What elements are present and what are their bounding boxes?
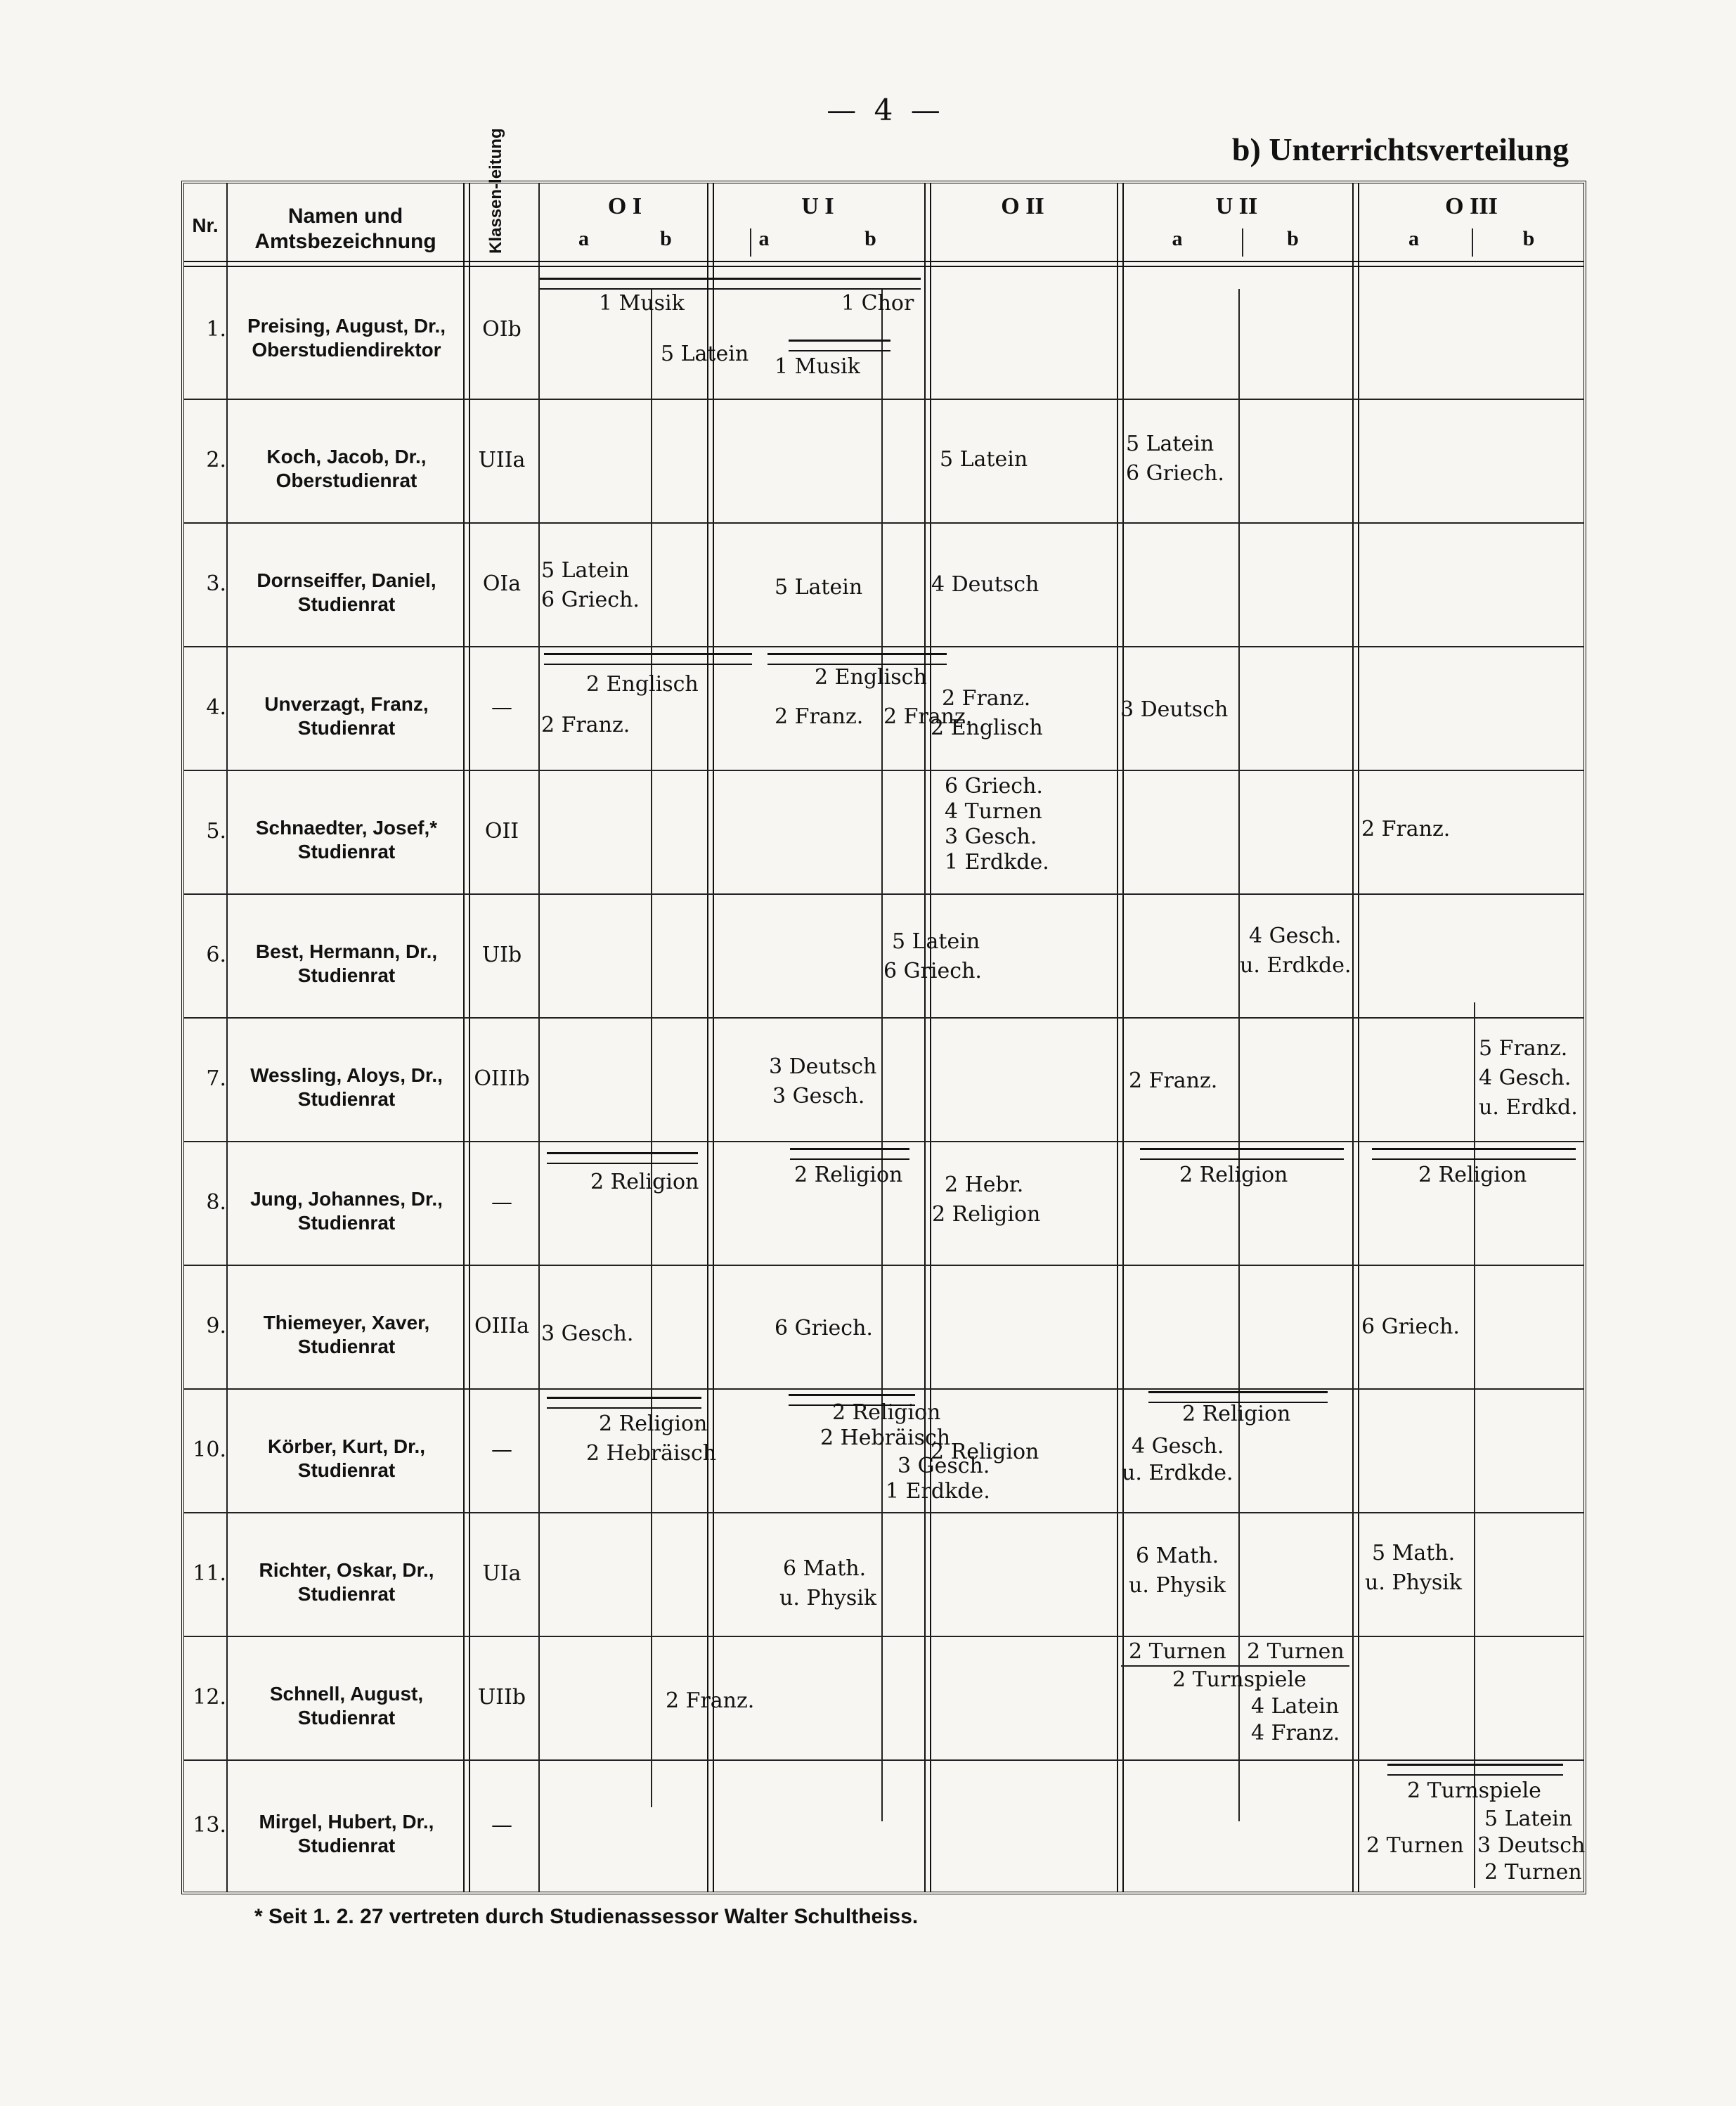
entry: 3 Deutsch [1120,697,1229,722]
teacher-line: Jung, Johannes, Dr., [250,1188,443,1210]
row-nr: 1. [206,317,226,342]
row-rule [184,893,1583,895]
teacher-name [228,1810,465,1858]
row-rule [184,1141,1583,1142]
class-lead: — [491,1813,512,1837]
entry: 6 Griech. [775,1316,873,1341]
sub-rule-oiii [1474,1002,1475,1888]
teacher-title: Studienrat [297,1212,396,1234]
teacher-line: Körber, Kurt, Dr., [267,1435,426,1457]
teacher-line: Schnell, August, [269,1683,424,1705]
entry: 2 Religion [1418,1163,1527,1187]
teacher-name [228,1311,465,1359]
header-oiii-a: a [1408,227,1419,250]
header-rule [184,261,1583,267]
entry: 3 Deutsch [1477,1833,1586,1858]
header-ui-b: b [864,227,876,250]
entry: 2 Religion [1179,1163,1288,1187]
row-rule [184,1265,1583,1266]
entry: u. Physik [779,1586,877,1610]
entry: 5 Franz. [1479,1036,1568,1061]
header-klassenleitung: Klassen-leitung [486,128,505,254]
row-rule [184,1017,1583,1019]
class-lead: OIb [482,317,522,342]
entry: 5 Math. [1372,1541,1456,1565]
entry: 2 Franz. [1129,1068,1218,1093]
entry: 2 Franz. [1361,817,1451,841]
row-rule [184,1636,1583,1637]
entry: 3 Deutsch [769,1054,877,1079]
teacher-line: Schnaedter, Josef,* [255,817,438,839]
class-lead: UIb [481,943,522,967]
teacher-line: Koch, Jacob, Dr., [266,446,427,467]
class-lead: OIIIa [474,1314,530,1338]
teacher-title: Studienrat [297,964,396,986]
entry: u. Physik [1365,1570,1463,1595]
sub-rule-oi [651,289,652,1807]
entry: 2 Turnen [1366,1833,1464,1858]
class-lead: OIa [482,571,522,596]
header-ui: U I [801,193,834,219]
teacher-line: Richter, Oskar, Dr., [259,1559,434,1581]
entry: 1 Erdkde. [945,850,1049,874]
teacher-name [228,1558,465,1606]
teacher-line: Dornseiffer, Daniel, [257,569,436,591]
entry: 6 Griech. [883,959,982,983]
teacher-name [228,314,465,362]
entry: 6 Griech. [541,588,640,612]
entry: 2 Turnen [1247,1639,1345,1664]
row-nr: 4. [206,695,226,720]
entry: 6 Griech. [1361,1314,1460,1339]
footnote-text: * Seit 1. 2. 27 vertreten durch Studienassessor [254,1905,719,1928]
header-uii-b: b [1287,227,1299,250]
teacher-title: Studienrat [297,717,396,739]
row-nr: 6. [206,943,226,967]
header-sub-rule [1242,228,1243,257]
entry: 5 Latein [940,447,1028,472]
header-ui-a: a [758,227,770,250]
teacher-name [228,569,465,616]
header-nr: Nr. [192,214,219,236]
sub-rule-uii [1238,289,1240,1821]
entry: 5 Latein [661,342,749,366]
entry: 1 Chor [841,291,914,316]
row-nr: 2. [206,448,226,472]
teacher-line: Preising, August, Dr., [247,315,446,337]
teacher-name [228,1682,465,1730]
header-oii: O II [1001,193,1044,219]
teacher-title: Studienrat [297,1088,396,1110]
entry: 5 Latein [541,558,630,583]
entry: 5 Latein [1484,1807,1573,1831]
class-lead: UIa [482,1561,522,1586]
span-brace [544,653,752,665]
entry: 2 Turnen [1129,1639,1226,1664]
teacher-line: Best, Hermann, Dr., [255,941,438,962]
teacher-title: Studienrat [297,1336,396,1357]
entry: u. Physik [1129,1573,1226,1598]
header-sub-rule [750,228,751,257]
entry: 6 Griech. [1126,461,1224,486]
teacher-title: Studienrat [297,1459,396,1481]
entry: 5 Latein [775,575,863,600]
page-number: — 4 — [827,93,945,127]
entry: u. Erdkde. [1240,953,1352,978]
span-brace [540,278,921,290]
teacher-name [228,1187,465,1235]
teacher-title: Studienrat [297,1835,396,1856]
entry: 3 Gesch. [898,1454,990,1478]
entry: 2 Franz. [666,1688,755,1713]
entry: 4 Turnen [945,799,1042,824]
span-brace [1387,1764,1563,1776]
teacher-name [228,1064,465,1111]
teacher-name [228,445,465,493]
entry: 1 Musik [775,354,860,379]
entry: 4 Gesch. [1132,1434,1224,1459]
row-nr: 12. [193,1685,226,1710]
entry: 4 Gesch. [1479,1066,1572,1090]
header-oiii: O III [1445,193,1498,219]
entry: 2 Englisch [931,716,1043,740]
entry: 6 Math. [783,1556,867,1581]
entry: 2 Religion [599,1411,708,1436]
span-brace [789,340,890,351]
entry: 2 Turnen [1484,1860,1582,1885]
entry: 5 Latein [1126,432,1214,456]
span-brace [547,1152,698,1164]
class-lead: — [491,1190,512,1215]
class-lead: UIIb [477,1685,526,1710]
entry: 2 Franz. [883,704,973,729]
entry: 2 Hebr. [945,1172,1024,1197]
entry: 2 Hebräisch [820,1426,951,1450]
class-lead: UIIa [478,448,526,472]
row-nr: 13. [193,1813,226,1837]
entry: 2 Religion [590,1170,699,1194]
entry: 2 Franz. [775,704,864,729]
entry: 4 Latein [1251,1694,1340,1719]
teacher-name [228,1435,465,1482]
entry: 3 Gesch. [541,1322,634,1346]
entry: 1 Erdkde. [886,1479,990,1504]
entry: 2 Religion [932,1202,1041,1227]
entry: 2 Religion [794,1163,903,1187]
entry: 5 Latein [892,929,980,954]
teacher-title: Studienrat [297,1583,396,1605]
row-rule [184,646,1583,647]
teacher-title: Studienrat [297,841,396,863]
teacher-name [228,816,465,864]
row-nr: 5. [206,819,226,844]
row-nr: 7. [206,1066,226,1091]
class-lead: OIIIb [474,1066,530,1091]
entry: 3 Gesch. [772,1084,865,1109]
header-uii-a: a [1172,227,1183,250]
header-oi: O I [607,193,642,219]
header-oi-a: a [578,227,589,250]
entry: 2 Religion [1182,1402,1291,1426]
footnote [254,1905,918,1929]
teacher-line: Unverzagt, Franz, [264,693,429,715]
span-brace [1372,1148,1576,1160]
row-nr: 9. [206,1314,226,1338]
teacher-line: Wessling, Aloys, Dr., [250,1064,443,1086]
span-brace [547,1397,701,1409]
entry: 2 Franz. [541,713,630,737]
sub-rule-ui [881,289,883,1821]
entry: 4 Gesch. [1249,924,1342,948]
row-rule [184,770,1583,771]
teacher-line: Mirgel, Hubert, Dr., [259,1811,434,1833]
span-brace [790,1148,909,1160]
teacher-name [228,940,465,988]
entry: 2 Hebräisch [586,1441,717,1466]
row-rule [184,522,1583,524]
row-nr: 8. [206,1190,226,1215]
entry: u. Erdkd. [1479,1095,1578,1120]
teacher-title: Studienrat [297,593,396,615]
class-lead: — [491,1438,512,1462]
entry: u. Erdkde. [1122,1461,1233,1485]
teacher-line: Thiemeyer, Xaver, [263,1312,430,1333]
span-brace [1140,1148,1344,1160]
entry: 3 Gesch. [945,825,1037,849]
entry: 2 Religion [832,1400,941,1425]
teacher-title: Oberstudienrat [276,470,417,491]
row-rule [184,399,1583,400]
header-oi-b: b [660,227,672,250]
footnote-name: Walter Schultheiss. [724,1905,919,1928]
entry: 1 Musik [599,291,685,316]
row-rule [184,1759,1583,1761]
row-nr: 3. [206,571,226,596]
entry: 4 Deutsch [931,572,1039,597]
entry: 6 Math. [1136,1544,1219,1568]
header-name-1: Namen und [287,205,403,228]
entry: 2 Englisch [815,665,927,690]
entry: 6 Griech. [945,774,1043,799]
entry: 2 Englisch [586,672,699,697]
section-heading: b) Unterrichtsverteilung [1231,131,1569,167]
row-rule [184,1512,1583,1513]
entry: 4 Franz. [1251,1721,1340,1745]
entry: 2 Turnspiele [1407,1778,1541,1803]
teacher-title: Oberstudiendirektor [252,339,441,361]
header-oiii-b: b [1522,227,1535,250]
header-uii: U II [1215,193,1258,219]
teacher-title: Studienrat [297,1707,396,1729]
row-rule [184,1388,1583,1390]
class-lead: — [491,695,512,720]
teacher-name [228,692,465,740]
row-nr: 11. [193,1561,226,1586]
header-name-2: Amtsbezeichnung [254,230,436,253]
header-sub-rule [1472,228,1473,257]
entry: 2 Religion [931,1440,1039,1464]
row-nr: 10. [193,1438,226,1462]
class-lead: OII [484,819,519,844]
entry: 2 Turnspiele [1172,1667,1307,1692]
entry: 2 Franz. [942,686,1031,711]
